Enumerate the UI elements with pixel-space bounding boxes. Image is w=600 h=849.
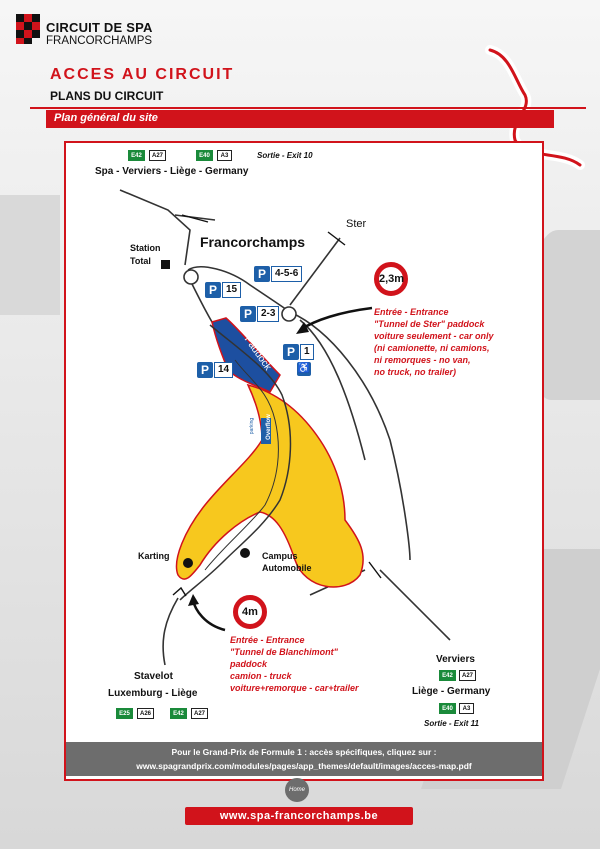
- road-badge-a26: A26: [137, 708, 154, 719]
- entrance-ster-text: [374, 306, 494, 378]
- entrance-blanchimont-line: "Tunnel de Blanchimont": [230, 647, 338, 657]
- entrance-ster-line: (ni camionette, ni camions,: [374, 343, 490, 353]
- home-button[interactable]: Home: [285, 778, 309, 802]
- brand-name-line1: CIRCUIT DE SPA: [46, 20, 153, 35]
- road-badge-a27: A27: [149, 150, 166, 161]
- road-badge-a27: A27: [191, 708, 208, 719]
- road-badge-e40: E40: [439, 703, 456, 714]
- entrance-ster-line: voiture seulement - car only: [374, 331, 494, 341]
- liege-germany-label: Liège - Germany: [412, 686, 491, 697]
- roundabout-north: [184, 270, 198, 284]
- road-se: [380, 570, 450, 640]
- verviers-label: Verviers: [436, 654, 475, 665]
- f1-access-info-text: Pour le Grand-Prix de Formule 1 : accès spécifiques, cliquez sur :: [171, 747, 437, 757]
- f1-access-link[interactable]: www.spagrandprix.com/modules/pages/app_themes/default/images/acces-map.pdf: [136, 761, 472, 771]
- exit-10-label: Sortie - Exit 10: [257, 151, 313, 160]
- parking-icon-15: P: [205, 282, 221, 298]
- arrow-ster-head: [296, 322, 309, 334]
- height-limit-sign-blanchimont: 4m: [233, 595, 267, 629]
- ster-label: Ster: [346, 218, 367, 230]
- parking-number-456: 4-5-6: [271, 266, 302, 282]
- entrance-ster-line: "Tunnel de Ster" paddock: [374, 319, 485, 329]
- road-north: [120, 190, 190, 265]
- tick-left: [173, 588, 186, 596]
- f1-access-info: [66, 742, 542, 776]
- entrance-blanchimont-line: Entrée - Entrance: [230, 635, 305, 645]
- station-total-marker: [161, 260, 170, 269]
- destination-top-label: Spa - Verviers - Liège - Germany: [95, 166, 249, 177]
- paddock-label: Paddock: [241, 334, 274, 373]
- tick-right: [369, 562, 381, 578]
- entrance-ster-line: no truck, no trailer): [374, 367, 457, 377]
- station-label: Station: [130, 243, 161, 253]
- parking-number-1: 1: [300, 344, 314, 360]
- karting-label: Karting: [138, 551, 170, 561]
- footer-website-link[interactable]: www.spa-francorchamps.be: [185, 807, 413, 825]
- entrance-blanchimont-line: paddock: [230, 659, 268, 669]
- campus-dot: [240, 548, 250, 558]
- section-title: Plan général du site: [54, 112, 158, 124]
- entrance-ster-line: ni remorques - no van,: [374, 355, 471, 365]
- exit-11-label: Sortie - Exit 11: [424, 719, 479, 728]
- road-badge-e42: E42: [439, 670, 456, 681]
- road-top-branch: [175, 215, 215, 220]
- road-badge-a27: A27: [459, 670, 476, 681]
- stavelot-label: Stavelot: [134, 671, 173, 682]
- roundabout-ster: [282, 307, 296, 321]
- overflow-label: Overflow: [265, 414, 272, 440]
- road-badge-e42: E42: [128, 150, 145, 161]
- road-stavelot: [163, 598, 178, 665]
- parking-icon-456: P: [254, 266, 270, 282]
- parking-icon-23: P: [240, 306, 256, 322]
- parking-icon-14: P: [197, 362, 213, 378]
- arrow-blanchimont-head: [188, 594, 199, 606]
- parking-icon-1: P: [283, 344, 299, 360]
- parking-number-14: 14: [214, 362, 233, 378]
- campus-label-line2: Automobile: [262, 563, 312, 573]
- parking-number-23: 2-3: [257, 306, 279, 322]
- overflow-sub-label: parking: [249, 417, 256, 435]
- brand-name-line2: FRANCORCHAMPS: [46, 35, 153, 47]
- arrow-blanchimont: [193, 600, 225, 630]
- page-title: ACCES AU CIRCUIT: [50, 66, 235, 83]
- parking-number-15: 15: [222, 282, 241, 298]
- road-badge-e42: E42: [170, 708, 187, 719]
- entrance-blanchimont-text: [230, 634, 359, 694]
- road-badge-a3: A3: [217, 150, 232, 161]
- wheelchair-icon: ♿: [297, 363, 311, 374]
- entrance-ster-line: Entrée - Entrance: [374, 307, 449, 317]
- arrow-ster: [300, 308, 372, 330]
- road-badge-e25: E25: [116, 708, 133, 719]
- francorchamps-label: Francorchamps: [200, 234, 306, 250]
- karting-dot: [183, 558, 193, 568]
- station-total-label: Total: [130, 256, 151, 266]
- road-badge-e40: E40: [196, 150, 213, 161]
- road-badge-a3: A3: [459, 703, 474, 714]
- entrance-blanchimont-line: voiture+remorque - car+trailer: [230, 683, 359, 693]
- page-subtitle: PLANS DU CIRCUIT: [50, 89, 164, 103]
- luxemburg-liege-label: Luxemburg - Liège: [108, 688, 198, 699]
- height-limit-sign-ster: 2,3m: [374, 262, 408, 296]
- entrance-blanchimont-line: camion - truck: [230, 671, 292, 681]
- campus-label-line1: Campus: [262, 551, 298, 561]
